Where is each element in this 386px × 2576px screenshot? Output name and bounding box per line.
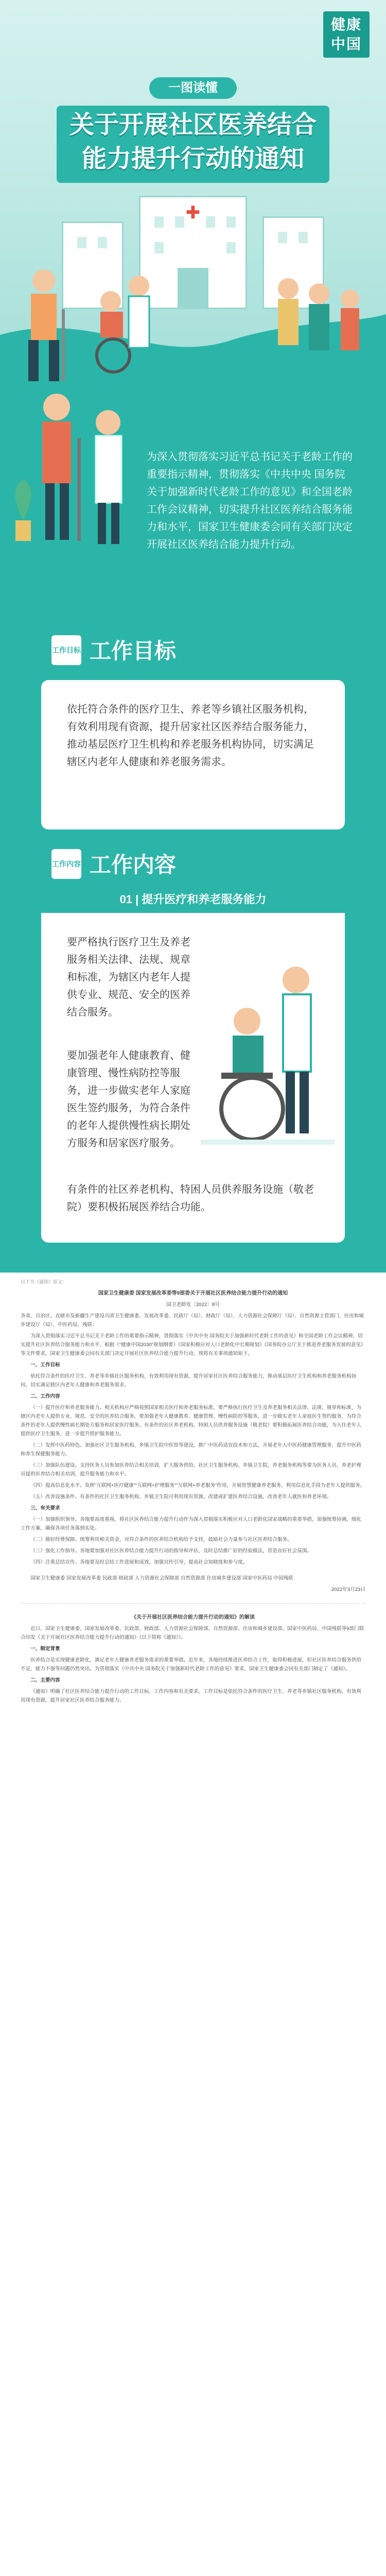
content-para-3: 有条件的社区养老机构、特困人员供养服务设施（敬老院）要积极拓展医养结合功能。 xyxy=(67,1184,314,1213)
title-line-1: 关于开展社区医养结合 xyxy=(69,111,317,139)
subsection-strip: 01 | 提升医疗和养老服务能力 xyxy=(41,886,345,913)
document-header: 国家卫生健康委 国家发展改革委等9部委关于开展社区医养结合能力提升行动的通知 xyxy=(98,1291,288,1296)
doc-para: 依托符合条件的医疗卫生、养老等乡镇社区服务机构，有效利用现有资源，提升居家社区医养结合服务能力，推动基层医疗卫生机构和养老服务机构协同，切实满足辖区内老年人健康和养老服务需求。 xyxy=(21,1374,357,1388)
interpretation-title: 《关于开展社区医养结合能力提升行动的通知》的解读 xyxy=(131,1615,255,1620)
doc-para: （五）改善设施条件。有条件的社区卫生服务机构、乡镇卫生院可利用现有资源，改建或扩建医养结合设施，改善老年人就医和养老环境。 xyxy=(30,1494,332,1500)
doc-para: （四）提高信息化水平。发挥“互联网+医疗健康”“互联网+护理服务”“互联网+养老服务”作用，开展智慧健康养老服务，利用信息化手段为老年人提供服务。 xyxy=(30,1483,365,1488)
section-content-icon: 工作内容 xyxy=(51,849,81,879)
goal-text: 依托符合条件的医疗卫生、养老等乡镇社区服务机构，有效利用现有资源，提升居家社区医养结合服务能力，推动基层医疗卫生机构和养老服务机构协同，切实满足辖区内老年人健康和养老服务需求。 xyxy=(67,704,314,768)
doc-para: 为深入贯彻落实习近平总书记关于老龄工作的重要指示精神，贯彻落实《中共中央 国务院关于加强新时代老龄工作的意见》和全国老龄工作会议精神，切实提升社区医养结合服务能力和水平，根据《“健康中国2030”规划纲要》《国家积极应对人口老龄化中长期规划》《国务院办公厅关于推进养老服务发展的意见》等文件要求，国家卫生健康委会同有关部门决定开展社区医养结合能力提升行动，现将有关事项通知如下。 xyxy=(21,1333,363,1357)
section-goal-icon: 工作目标 xyxy=(51,635,81,665)
doc-para: （三）加强队伍建设。支持医务人员参加医养结合相关培训，扩大服务供给。社区卫生服务机构、乡镇卫生院、养老服务机构等要为医务人员、养老护理员提供医养结合相关培训，提升服务能力和水平。 xyxy=(21,1463,361,1477)
section-goal-heading xyxy=(51,631,340,667)
health-china-logo: 健康 中国 xyxy=(323,11,370,58)
doc-para: （四）注重总结宣传。各地要及时总结工作进展和成效，加强宣传引导，提高社会知晓度和参与度。 xyxy=(30,1560,248,1565)
nurse-figure xyxy=(129,276,149,348)
wheelchair-figure xyxy=(97,291,130,372)
divider xyxy=(21,1603,365,1604)
doc-heading: 二、主要内容 xyxy=(30,1677,60,1683)
elderly-crutch-figure xyxy=(42,394,81,541)
doc-para: （一）提升医疗和养老服务能力。相关机构应严格按照国家相关医疗和养老服务标准，要严格执行医疗卫生及养老服务相关法律、法规、规章和标准，为辖区内老年人提供专业、规范、安全的医养结合服务。要加强老年人健康教育、健康管理、慢性病防控等服务，进一步做实老年人家庭医生签约服务，为符合条件的老年人提供慢性病长期处方服务和居家医疗服务。有条件的社区养老机构、特困人员供养服务设施（敬老院）要积极拓展医养结合功能，为入住老年人提供医疗卫生服务，进一步提升照护服务能力。 xyxy=(21,1405,361,1437)
source-line: 以下为《通知》原文： xyxy=(21,1279,67,1284)
document-body xyxy=(21,1278,365,1707)
doc-para: （二）做好经费保障。统筹利用相关资金，对符合条件的医养结合机构给予支持，鼓励社会力量参与社区医养结合服务。 xyxy=(30,1537,292,1543)
care-illustration xyxy=(201,944,335,1160)
doc-para: （二）发挥中医药特色。加强社区卫生服务机构、乡镇卫生院中医馆等建设，推广中医药适宜技术和方法，开展老年人中医药健康管理服务，提升中医药和养生保健服务能力。 xyxy=(21,1443,361,1457)
elderly-couple-figure xyxy=(278,278,359,350)
doc-para: 医养结合是实现健康老龄化，满足老年人健康养老服务需求的重要举措。近年来，各地持续推进医养结合工作，取得积极进展，但社区医养结合服务供给不足、能力不强等问题仍然突出。为贯彻落实《中共中央 国务院关于加强新时代老龄工作的意见》要求，国家卫生健康委会同有关部门制定了《通知》。 xyxy=(21,1657,361,1672)
document-number: 国卫老龄发〔2022〕8号 xyxy=(166,1302,220,1308)
doc-heading: 二、工作内容 xyxy=(30,1394,60,1399)
doctor-figure xyxy=(96,410,121,544)
content-para-2: 要加强老年人健康教育、健康管理、慢性病防控等服务，进一步做实老年人家庭医生签约服务，为符合条件的老年人提供慢性病长期处方服务和居家医疗服务。 xyxy=(67,1050,190,1149)
section-content-heading xyxy=(51,845,340,881)
document-date: 2022年3月23日 xyxy=(331,1587,365,1592)
plant-decoration xyxy=(15,479,31,541)
section-goal-title: 工作目标 xyxy=(90,639,177,663)
doc-heading: 三、有关要求 xyxy=(30,1505,60,1511)
signers: 国家卫生健康委 国家发展改革委 民政部 财政部 人力资源社会保障部 自然资源部 住房城乡建设部 国家中医药局 中国残联 xyxy=(30,1575,293,1581)
content-card xyxy=(41,913,345,1243)
addressee: 各省、自治区、直辖市及新疆生产建设兵团卫生健康委、发展改革委、民政厅（局）、财政厅（局）、人力资源社会保障厅（局）、自然资源主管部门、住房和城乡建设厅（局）、中医药局、残联： xyxy=(21,1313,364,1328)
doc-heading: 一、制定背景 xyxy=(30,1646,60,1652)
document-section xyxy=(0,1273,386,2576)
doc-heading: 一、工作目标 xyxy=(30,1362,60,1368)
title-line-2: 能力提升行动的通知 xyxy=(81,145,304,173)
doc-para: 近日，国家卫生健康委、国家发展改革委、民政部、财政部、人力资源社会保障部、自然资源部、住房和城乡建设部、国家中医药局、中国残联等9部门联合印发《关于开展社区医养结合能力提升行动的通知》（以下简称《通知》）。 xyxy=(21,1626,364,1640)
read-badge: 一图读懂 xyxy=(149,77,237,99)
elderly-walker-figure xyxy=(28,269,65,381)
infographic xyxy=(0,0,386,1273)
content-para-1: 要严格执行医疗卫生及养老服务相关法律、法规、规章和标准，为辖区内老年人提供专业、规范、安全的医养结合服务。 xyxy=(67,937,190,1018)
goal-card xyxy=(41,680,345,829)
intro-paragraph: 为深入贯彻落实习近平总书记关于老龄工作的重要指示精神，贯彻落实《中共中央 国务院关于加强新时代老龄工作的意见》和全国老龄工作会议精神，切实提升社区医养结合服务能力和水平，国家卫生健康委会同有关部门决定开展社区医养结合能力提升行动。 xyxy=(147,451,353,550)
section-content-title: 工作内容 xyxy=(90,853,177,877)
doc-para: 《通知》明确了社区医养结合能力提升行动的工作目标、工作内容和有关要求。工作目标是依托符合条件的医疗卫生、养老等乡镇社区服务机构，有效利用现有资源，提升居家社区医养结合服务能力。 xyxy=(21,1689,361,1703)
doc-para: （三）强化工作指导。各地要加强对社区医养结合能力提升行动的指导和评估，及时总结推广好的经验做法，营造良好社会氛围。 xyxy=(30,1548,312,1554)
hospital-cross-icon: ✚ xyxy=(185,203,201,223)
doc-para: （一）加强组织领导。各地要高度重视，将社区医养结合能力提升行动作为深入贯彻落实积极应对人口老龄化国家战略的重要举措，加强统筹协调，细化工作方案，确保各项任务落到实处。 xyxy=(21,1517,361,1531)
